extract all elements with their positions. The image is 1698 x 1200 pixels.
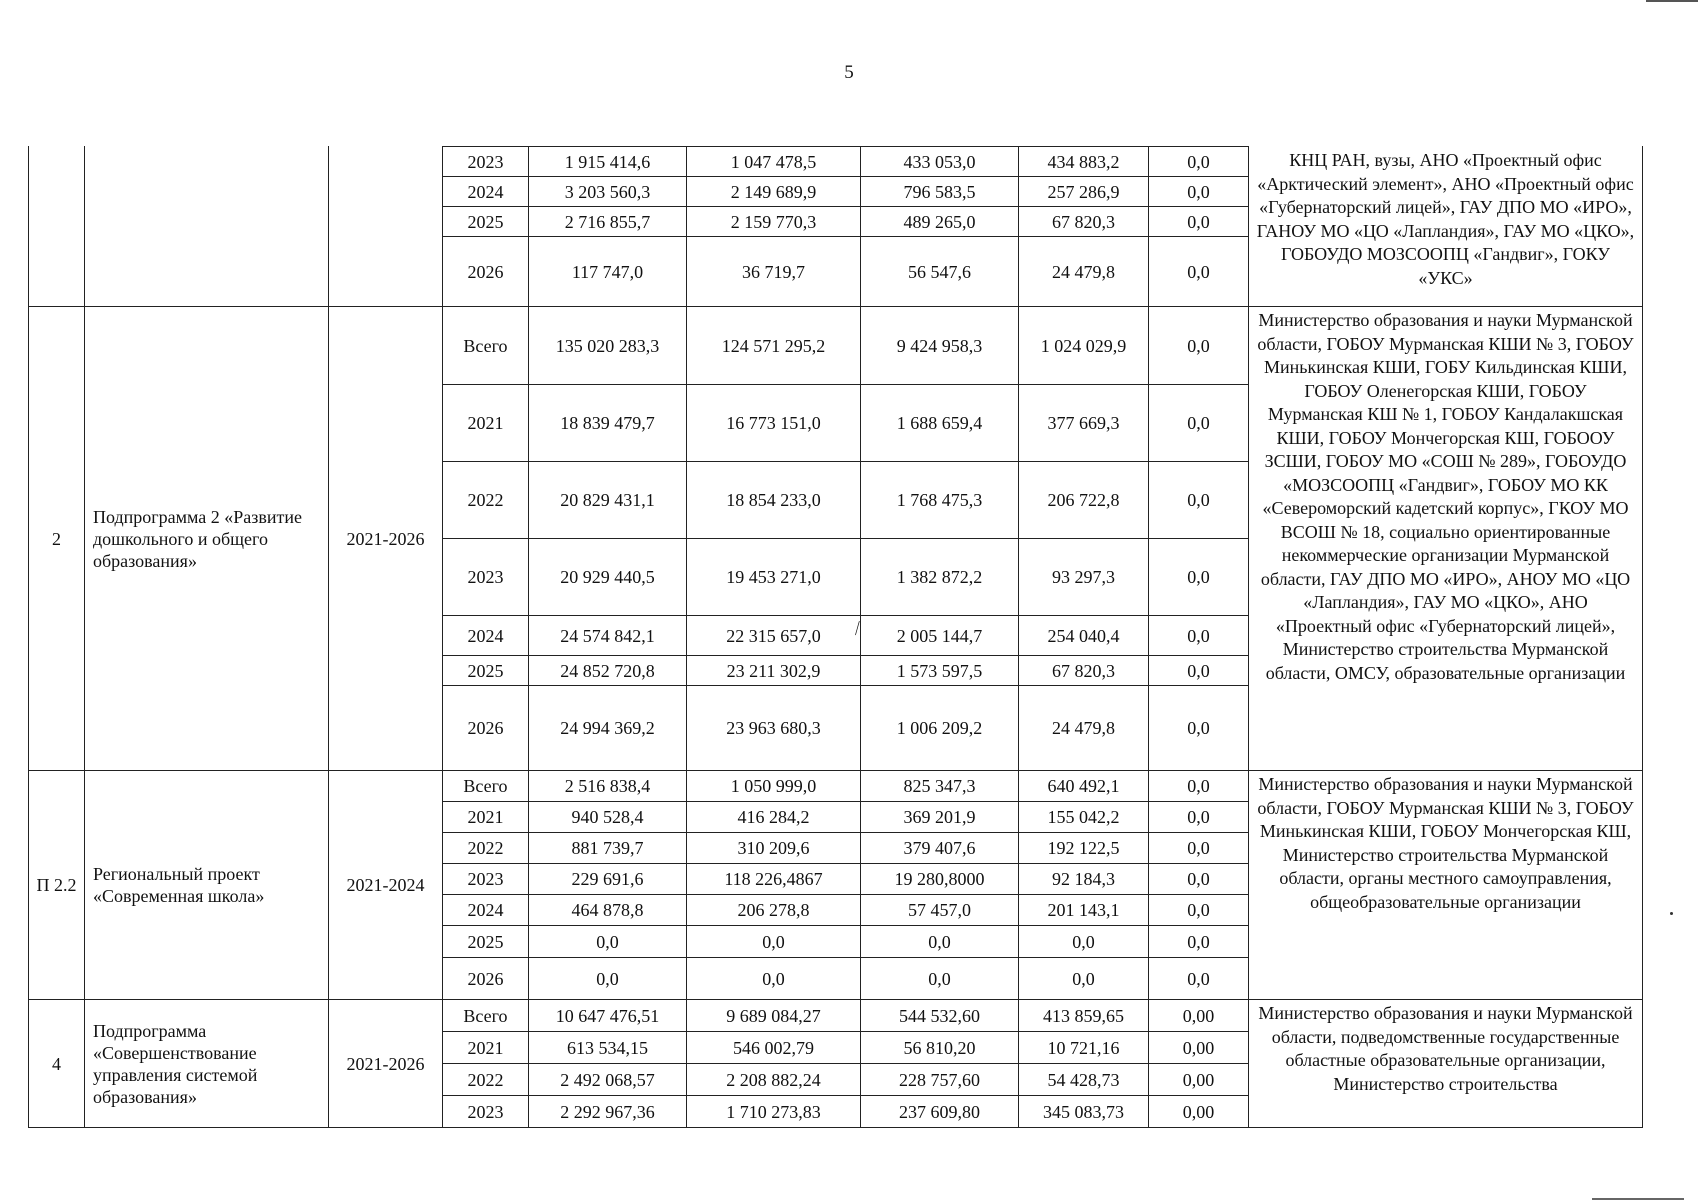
federal-cell: 796 583,5 [861, 177, 1019, 207]
local-cell: 54 428,73 [1019, 1064, 1149, 1096]
row-name-cell [85, 147, 329, 307]
total-cell: 2 292 967,36 [529, 1096, 687, 1128]
federal-cell: 19 280,8000 [861, 864, 1019, 895]
local-cell: 93 297,3 [1019, 539, 1149, 616]
subprogram-name: Подпрограмма «Совершенствование управления системой образования» [85, 1000, 329, 1128]
year-cell: 2026 [443, 958, 529, 1000]
regional-cell: 2 149 689,9 [687, 177, 861, 207]
federal-cell: 1 006 209,2 [861, 686, 1019, 771]
regional-cell: 16 773 151,0 [687, 385, 861, 462]
other-cell: 0,0 [1149, 926, 1249, 958]
regional-cell: 1 050 999,0 [687, 771, 861, 802]
other-cell: 0,0 [1149, 895, 1249, 926]
year-cell: Всего [443, 771, 529, 802]
other-cell: 0,0 [1149, 307, 1249, 385]
other-cell: 0,0 [1149, 656, 1249, 686]
regional-cell: 19 453 271,0 [687, 539, 861, 616]
table-row [29, 771, 1643, 802]
pen-mark: ⁄ [852, 618, 863, 638]
other-cell: 0,0 [1149, 147, 1249, 177]
federal-cell: 57 457,0 [861, 895, 1019, 926]
regional-cell: 118 226,4867 [687, 864, 861, 895]
other-cell: 0,0 [1149, 802, 1249, 833]
regional-cell: 23 963 680,3 [687, 686, 861, 771]
regional-cell: 0,0 [687, 926, 861, 958]
table-row [29, 1000, 1643, 1032]
year-cell: 2023 [443, 1096, 529, 1128]
executors-cell: Министерство образования и науки Мурманской области, ГОБОУ Мурманская КШИ № 3, ГОБОУ Минькинская КШИ, ГОБОУ Мончегорская КШ, Министерство строительства Мурманской области, органы местного самоуправления, общеобразовательные организации [1249, 771, 1643, 1000]
regional-cell: 22 315 657,0 [687, 616, 861, 656]
local-cell: 640 492,1 [1019, 771, 1149, 802]
total-cell: 10 647 476,51 [529, 1000, 687, 1032]
local-cell: 206 722,8 [1019, 462, 1149, 539]
scan-edge-mark [1646, 0, 1698, 2]
table-row [29, 307, 1643, 385]
row-period-cell [329, 147, 443, 307]
page-number: 5 [844, 62, 854, 83]
regional-cell: 18 854 233,0 [687, 462, 861, 539]
federal-cell: 237 609,80 [861, 1096, 1019, 1128]
federal-cell: 825 347,3 [861, 771, 1019, 802]
local-cell: 345 083,73 [1019, 1096, 1149, 1128]
year-cell: 2021 [443, 802, 529, 833]
total-cell: 3 203 560,3 [529, 177, 687, 207]
year-cell: 2022 [443, 462, 529, 539]
other-cell: 0,0 [1149, 771, 1249, 802]
year-cell: 2021 [443, 385, 529, 462]
executors-cell: КНЦ РАН, вузы, АНО «Проектный офис «Арктический элемент», АНО «Проектный офис «Губернаторский лицей», ГАУ ДПО МО «ИРО», ГАНОУ МО «ЦО «Лапландия», ГАУ МО «ЦКО», ГОБОУДО МОЗСООПЦ «Гандвиг», ГОКУ «УКС» [1249, 147, 1643, 307]
total-cell: 135 020 283,3 [529, 307, 687, 385]
total-cell: 613 534,15 [529, 1032, 687, 1064]
budget-table [28, 146, 1643, 1128]
total-cell: 117 747,0 [529, 237, 687, 307]
other-cell: 0,0 [1149, 177, 1249, 207]
total-cell: 2 516 838,4 [529, 771, 687, 802]
regional-cell: 2 208 882,24 [687, 1064, 861, 1096]
total-cell: 24 994 369,2 [529, 686, 687, 771]
year-cell: Всего [443, 1000, 529, 1032]
other-cell: 0,00 [1149, 1064, 1249, 1096]
total-cell: 464 878,8 [529, 895, 687, 926]
year-cell: 2023 [443, 539, 529, 616]
other-cell: 0,00 [1149, 1032, 1249, 1064]
federal-cell: 433 053,0 [861, 147, 1019, 177]
other-cell: 0,00 [1149, 1000, 1249, 1032]
regional-cell: 1 710 273,83 [687, 1096, 861, 1128]
project-name: Региональный проект «Современная школа» [85, 771, 329, 1000]
row-number-cell [29, 147, 85, 307]
total-cell: 0,0 [529, 958, 687, 1000]
other-cell: 0,00 [1149, 1096, 1249, 1128]
federal-cell: 2 005 144,7 [861, 616, 1019, 656]
other-cell: 0,0 [1149, 686, 1249, 771]
local-cell: 254 040,4 [1019, 616, 1149, 656]
row-number-cell: 4 [29, 1000, 85, 1128]
other-cell: 0,0 [1149, 207, 1249, 237]
executors-cell: Министерство образования и науки Мурманской области, ГОБОУ Мурманская КШИ № 3, ГОБОУ Минькинская КШИ, ГОБУ Кильдинская КШИ, ГОБОУ Оленегорская КШИ, ГОБОУ Мурманская КШ № 1, ГОБОУ Кандалакшская КШИ, ГОБОУ Мончегорская КШ, ГОБООУ ЗСШИ, ГОБОУ МО «СОШ № 289», ГОБОУДО «МОЗСООПЦ «Гандвиг», ГОБОУ МО КК «Североморский кадетский корпус», ГКОУ МО ВСОШ № 18, социально ориентированные некоммерческие организации Мурманской области, ГАУ ДПО МО «ИРО», АНОУ МО «ЦО «Лапландия», ГАУ МО «ЦКО», АНО «Проектный офис «Губернаторский лицей», Министерство строительства Мурманской области, ОМСУ, образовательные организации [1249, 307, 1643, 771]
row-number-cell: 2 [29, 307, 85, 771]
table-row [29, 147, 1643, 177]
other-cell: 0,0 [1149, 462, 1249, 539]
local-cell: 192 122,5 [1019, 833, 1149, 864]
regional-cell: 206 278,8 [687, 895, 861, 926]
total-cell: 24 574 842,1 [529, 616, 687, 656]
local-cell: 0,0 [1019, 958, 1149, 1000]
federal-cell: 0,0 [861, 958, 1019, 1000]
local-cell: 1 024 029,9 [1019, 307, 1149, 385]
regional-cell: 124 571 295,2 [687, 307, 861, 385]
year-cell: 2023 [443, 864, 529, 895]
local-cell: 24 479,8 [1019, 686, 1149, 771]
year-cell: 2025 [443, 207, 529, 237]
total-cell: 2 492 068,57 [529, 1064, 687, 1096]
federal-cell: 379 407,6 [861, 833, 1019, 864]
local-cell: 155 042,2 [1019, 802, 1149, 833]
year-cell: 2021 [443, 1032, 529, 1064]
federal-cell: 1 382 872,2 [861, 539, 1019, 616]
federal-cell: 0,0 [861, 926, 1019, 958]
federal-cell: 544 532,60 [861, 1000, 1019, 1032]
local-cell: 67 820,3 [1019, 207, 1149, 237]
total-cell: 2 716 855,7 [529, 207, 687, 237]
total-cell: 229 691,6 [529, 864, 687, 895]
year-cell: Всего [443, 307, 529, 385]
federal-cell: 369 201,9 [861, 802, 1019, 833]
local-cell: 434 883,2 [1019, 147, 1149, 177]
year-cell: 2026 [443, 686, 529, 771]
year-cell: 2025 [443, 926, 529, 958]
federal-cell: 228 757,60 [861, 1064, 1019, 1096]
total-cell: 0,0 [529, 926, 687, 958]
year-cell: 2024 [443, 616, 529, 656]
other-cell: 0,0 [1149, 616, 1249, 656]
year-cell: 2022 [443, 833, 529, 864]
other-cell: 0,0 [1149, 385, 1249, 462]
total-cell: 881 739,7 [529, 833, 687, 864]
federal-cell: 1 768 475,3 [861, 462, 1019, 539]
local-cell: 257 286,9 [1019, 177, 1149, 207]
other-cell: 0,0 [1149, 958, 1249, 1000]
local-cell: 92 184,3 [1019, 864, 1149, 895]
regional-cell: 546 002,79 [687, 1032, 861, 1064]
subprogram-name: Подпрограмма 2 «Развитие дошкольного и общего образования» [85, 307, 329, 771]
regional-cell: 1 047 478,5 [687, 147, 861, 177]
total-cell: 20 829 431,1 [529, 462, 687, 539]
period-cell: 2021-2026 [329, 307, 443, 771]
regional-cell: 416 284,2 [687, 802, 861, 833]
federal-cell: 489 265,0 [861, 207, 1019, 237]
other-cell: 0,0 [1149, 237, 1249, 307]
year-cell: 2023 [443, 147, 529, 177]
total-cell: 24 852 720,8 [529, 656, 687, 686]
period-cell: 2021-2026 [329, 1000, 443, 1128]
federal-cell: 1 573 597,5 [861, 656, 1019, 686]
row-number-cell: П 2.2 [29, 771, 85, 1000]
federal-cell: 1 688 659,4 [861, 385, 1019, 462]
total-cell: 1 915 414,6 [529, 147, 687, 177]
local-cell: 67 820,3 [1019, 656, 1149, 686]
federal-cell: 56 810,20 [861, 1032, 1019, 1064]
local-cell: 10 721,16 [1019, 1032, 1149, 1064]
federal-cell: 56 547,6 [861, 237, 1019, 307]
local-cell: 0,0 [1019, 926, 1149, 958]
regional-cell: 9 689 084,27 [687, 1000, 861, 1032]
year-cell: 2025 [443, 656, 529, 686]
year-cell: 2026 [443, 237, 529, 307]
other-cell: 0,0 [1149, 864, 1249, 895]
year-cell: 2024 [443, 895, 529, 926]
local-cell: 24 479,8 [1019, 237, 1149, 307]
regional-cell: 36 719,7 [687, 237, 861, 307]
other-cell: 0,0 [1149, 833, 1249, 864]
local-cell: 201 143,1 [1019, 895, 1149, 926]
period-cell: 2021-2024 [329, 771, 443, 1000]
federal-cell: 9 424 958,3 [861, 307, 1019, 385]
year-cell: 2022 [443, 1064, 529, 1096]
total-cell: 940 528,4 [529, 802, 687, 833]
regional-cell: 310 209,6 [687, 833, 861, 864]
regional-cell: 2 159 770,3 [687, 207, 861, 237]
total-cell: 18 839 479,7 [529, 385, 687, 462]
regional-cell: 0,0 [687, 958, 861, 1000]
scan-dot [1670, 912, 1673, 915]
total-cell: 20 929 440,5 [529, 539, 687, 616]
executors-cell: Министерство образования и науки Мурманской области, подведомственные государственные областные образовательные организации, Министерство строительства [1249, 1000, 1643, 1128]
local-cell: 413 859,65 [1019, 1000, 1149, 1032]
regional-cell: 23 211 302,9 [687, 656, 861, 686]
other-cell: 0,0 [1149, 539, 1249, 616]
year-cell: 2024 [443, 177, 529, 207]
local-cell: 377 669,3 [1019, 385, 1149, 462]
